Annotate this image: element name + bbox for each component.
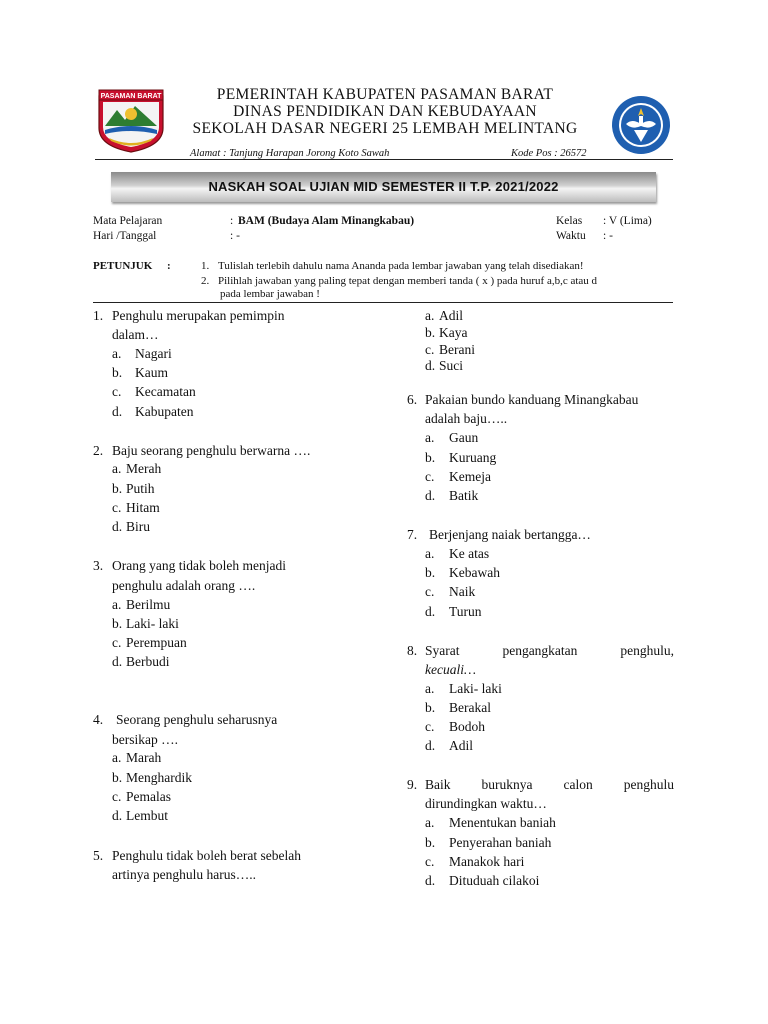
option-text: Laki- laki: [126, 616, 179, 631]
header-line-3: SEKOLAH DASAR NEGERI 25 LEMBAH MELINTANG: [192, 120, 578, 137]
option-text: Adil: [439, 308, 464, 323]
question-text: Penghulu tidak boleh berat sebelah: [112, 848, 301, 863]
option-text: Berbudi: [126, 654, 170, 669]
option-text: Kabupaten: [135, 404, 194, 419]
question-text: [425, 777, 674, 793]
option-c: [425, 584, 476, 600]
school-address: Alamat : Tanjung Harapan Jorong Koto Sawah: [190, 148, 390, 159]
option-d: [112, 654, 170, 670]
option-d: [112, 808, 168, 824]
exam-title: NASKAH SOAL UJIAN MID SEMESTER II T.P. 2021/2022: [208, 179, 559, 194]
option-key: a.: [112, 597, 122, 612]
option-a: [112, 597, 171, 613]
option-text: Hitam: [126, 500, 160, 515]
option-text: Marah: [126, 750, 162, 765]
option-key: a.: [425, 430, 435, 445]
question-text: Penghulu merupakan pemimpin: [112, 308, 285, 323]
option-key: d.: [425, 358, 436, 373]
option-text: Pemalas: [126, 789, 171, 804]
option-text: Laki- laki: [449, 681, 502, 696]
question-word: penghulu,: [620, 643, 674, 658]
option-key: c.: [112, 384, 122, 399]
question-text: Berjenjang naiak bertangga…: [429, 527, 591, 542]
question-number: 6.: [407, 392, 418, 407]
option-d: [425, 738, 474, 754]
question-word: buruknya: [481, 777, 533, 792]
option-text: Naik: [449, 584, 476, 599]
question-number: 5.: [93, 848, 104, 863]
option-c: [425, 719, 486, 735]
question-text: Baju seorang penghulu berwarna ….: [112, 443, 311, 458]
option-c: [112, 384, 196, 400]
question-number: 7.: [407, 527, 418, 542]
option-text: Berani: [439, 342, 475, 357]
subject-label: Mata Pelajaran: [93, 215, 163, 227]
time-label: Waktu: [556, 230, 586, 242]
option-key: b.: [112, 481, 123, 496]
option-a: [425, 815, 556, 831]
option-key: a.: [425, 681, 435, 696]
question-text: [425, 643, 674, 659]
option-key: b.: [112, 616, 123, 631]
option-b: [112, 770, 192, 786]
instruction-text: Pilihlah jawaban yang paling tepat dengan memberi tanda ( x ) pada huruf a,b,c atau d: [218, 275, 598, 287]
option-key: d.: [425, 604, 436, 619]
subject-value: BAM (Budaya Alam Minangkabau): [238, 215, 415, 227]
option-text: Kecamatan: [135, 384, 196, 399]
option-c: [112, 635, 187, 651]
option-c: [425, 469, 491, 485]
question-number: 8.: [407, 643, 418, 658]
option-c: [425, 342, 475, 358]
option-key: c.: [425, 854, 435, 869]
option-text: Lembut: [126, 808, 168, 823]
instructions-label: PETUNJUK: [93, 260, 153, 272]
option-key: a.: [425, 308, 435, 323]
instructions-divider: [93, 302, 673, 303]
instruction-2-continued: pada lembar jawaban !: [220, 288, 320, 300]
option-d: [425, 873, 540, 889]
question-word: calon: [563, 777, 593, 792]
option-text: Kaum: [135, 365, 168, 380]
option-text: Kebawah: [449, 565, 500, 580]
option-key: b.: [425, 325, 436, 340]
option-a: [112, 461, 162, 477]
option-key: b.: [425, 835, 436, 850]
option-text: Batik: [449, 488, 479, 503]
option-d: [425, 358, 464, 374]
address-divider: [95, 159, 673, 160]
option-a: [425, 546, 490, 562]
time-value: : -: [603, 230, 613, 242]
option-text: Kaya: [439, 325, 468, 340]
question-text: dirundingkan waktu…: [425, 796, 547, 811]
question-text: artinya penghulu harus…..: [112, 867, 256, 882]
option-key: d.: [425, 873, 436, 888]
option-a: [112, 346, 172, 362]
option-key: b.: [112, 365, 123, 380]
tut-wuri-handayani-logo: [610, 94, 672, 156]
logo-banner-text: PASAMAN BARAT: [100, 93, 162, 100]
option-text: Perempuan: [126, 635, 187, 650]
option-text: Manakok hari: [449, 854, 525, 869]
option-text: Merah: [126, 461, 162, 476]
option-text: Berakal: [449, 700, 491, 715]
header-line-2: DINAS PENDIDIKAN DAN KEBUDAYAAN: [233, 103, 537, 120]
question-number: 1.: [93, 308, 104, 323]
date-value: : -: [230, 230, 240, 242]
option-key: c.: [112, 500, 122, 515]
option-key: c.: [112, 789, 122, 804]
instruction-text: Tulislah terlebih dahulu nama Ananda pada lembar jawaban yang telah disediakan!: [218, 260, 584, 272]
option-key: d.: [425, 488, 436, 503]
option-c: [112, 789, 171, 805]
question-number: 4.: [93, 712, 104, 727]
option-d: [112, 404, 194, 420]
option-a: [112, 750, 162, 766]
instructions-colon: :: [167, 260, 171, 272]
question-number: 2.: [93, 443, 104, 458]
option-key: c.: [425, 469, 435, 484]
option-text: Menentukan baniah: [449, 815, 556, 830]
option-text: Penyerahan baniah: [449, 835, 552, 850]
option-key: b.: [425, 450, 436, 465]
option-key: d.: [112, 519, 123, 534]
option-a: [425, 430, 479, 446]
option-text: Nagari: [135, 346, 172, 361]
option-d: [112, 519, 151, 535]
header-line-1: PEMERINTAH KABUPATEN PASAMAN BARAT: [216, 86, 554, 103]
question-word: penghulu: [623, 777, 674, 792]
option-b: [112, 365, 168, 381]
exam-title-band: [111, 172, 656, 202]
option-key: b.: [112, 770, 123, 785]
option-key: c.: [425, 584, 435, 599]
option-b: [425, 700, 491, 716]
option-a: [425, 681, 502, 697]
date-label: Hari /Tanggal: [93, 230, 157, 242]
class-value: : V (Lima): [603, 215, 652, 227]
question-text: bersikap ….: [112, 732, 178, 747]
question-word: Syarat: [425, 643, 460, 658]
instruction-number: 2.: [201, 275, 210, 287]
option-c: [425, 854, 525, 870]
option-text: Bodoh: [449, 719, 486, 734]
option-key: d.: [112, 654, 123, 669]
question-word: Baik: [425, 777, 451, 792]
option-text: Berilmu: [126, 597, 171, 612]
option-text: Putih: [126, 481, 155, 496]
option-key: b.: [425, 565, 436, 580]
option-b: [112, 481, 155, 497]
option-b: [425, 450, 497, 466]
postal-code: Kode Pos : 26572: [511, 148, 587, 159]
option-b: [425, 325, 468, 341]
option-key: d.: [425, 738, 436, 753]
option-key: a.: [112, 750, 122, 765]
option-d: [425, 604, 482, 620]
option-key: c.: [112, 635, 122, 650]
question-text: Orang yang tidak boleh menjadi: [112, 558, 286, 573]
option-text: Dituduah cilakoi: [449, 873, 540, 888]
option-key: a.: [112, 346, 122, 361]
class-label: Kelas: [556, 215, 583, 227]
question-text: adalah baju…..: [425, 411, 508, 426]
option-key: a.: [112, 461, 122, 476]
option-key: d.: [112, 404, 123, 419]
question-text: dalam…: [112, 327, 159, 342]
option-text: Gaun: [449, 430, 479, 445]
option-text: Kemeja: [449, 469, 491, 484]
option-text: Ke atas: [449, 546, 490, 561]
option-c: [112, 500, 160, 516]
question-number: 3.: [93, 558, 104, 573]
question-text: penghulu adalah orang ….: [112, 578, 256, 593]
option-a: [425, 308, 464, 324]
instruction-number: 1.: [201, 260, 210, 272]
question-number: 9.: [407, 777, 418, 792]
option-text: Turun: [449, 604, 482, 619]
option-text: Biru: [126, 519, 151, 534]
option-d: [425, 488, 479, 504]
option-key: a.: [425, 546, 435, 561]
question-text: Pakaian bundo kanduang Minangkabau: [425, 392, 639, 407]
subject-colon: :: [230, 215, 234, 227]
option-b: [112, 616, 179, 632]
option-b: [425, 835, 552, 851]
option-text: Kuruang: [449, 450, 497, 465]
question-text: Seorang penghulu seharusnya: [116, 712, 278, 727]
option-b: [425, 565, 500, 581]
option-text: Adil: [449, 738, 474, 753]
option-text: Menghardik: [126, 770, 192, 785]
question-word: pengangkatan: [502, 643, 578, 658]
question-text: kecuali…: [425, 662, 476, 677]
option-key: d.: [112, 808, 123, 823]
option-key: a.: [425, 815, 435, 830]
pasaman-barat-logo: [95, 88, 167, 154]
option-key: c.: [425, 719, 435, 734]
option-text: Suci: [439, 358, 464, 373]
option-key: c.: [425, 342, 435, 357]
option-key: b.: [425, 700, 436, 715]
